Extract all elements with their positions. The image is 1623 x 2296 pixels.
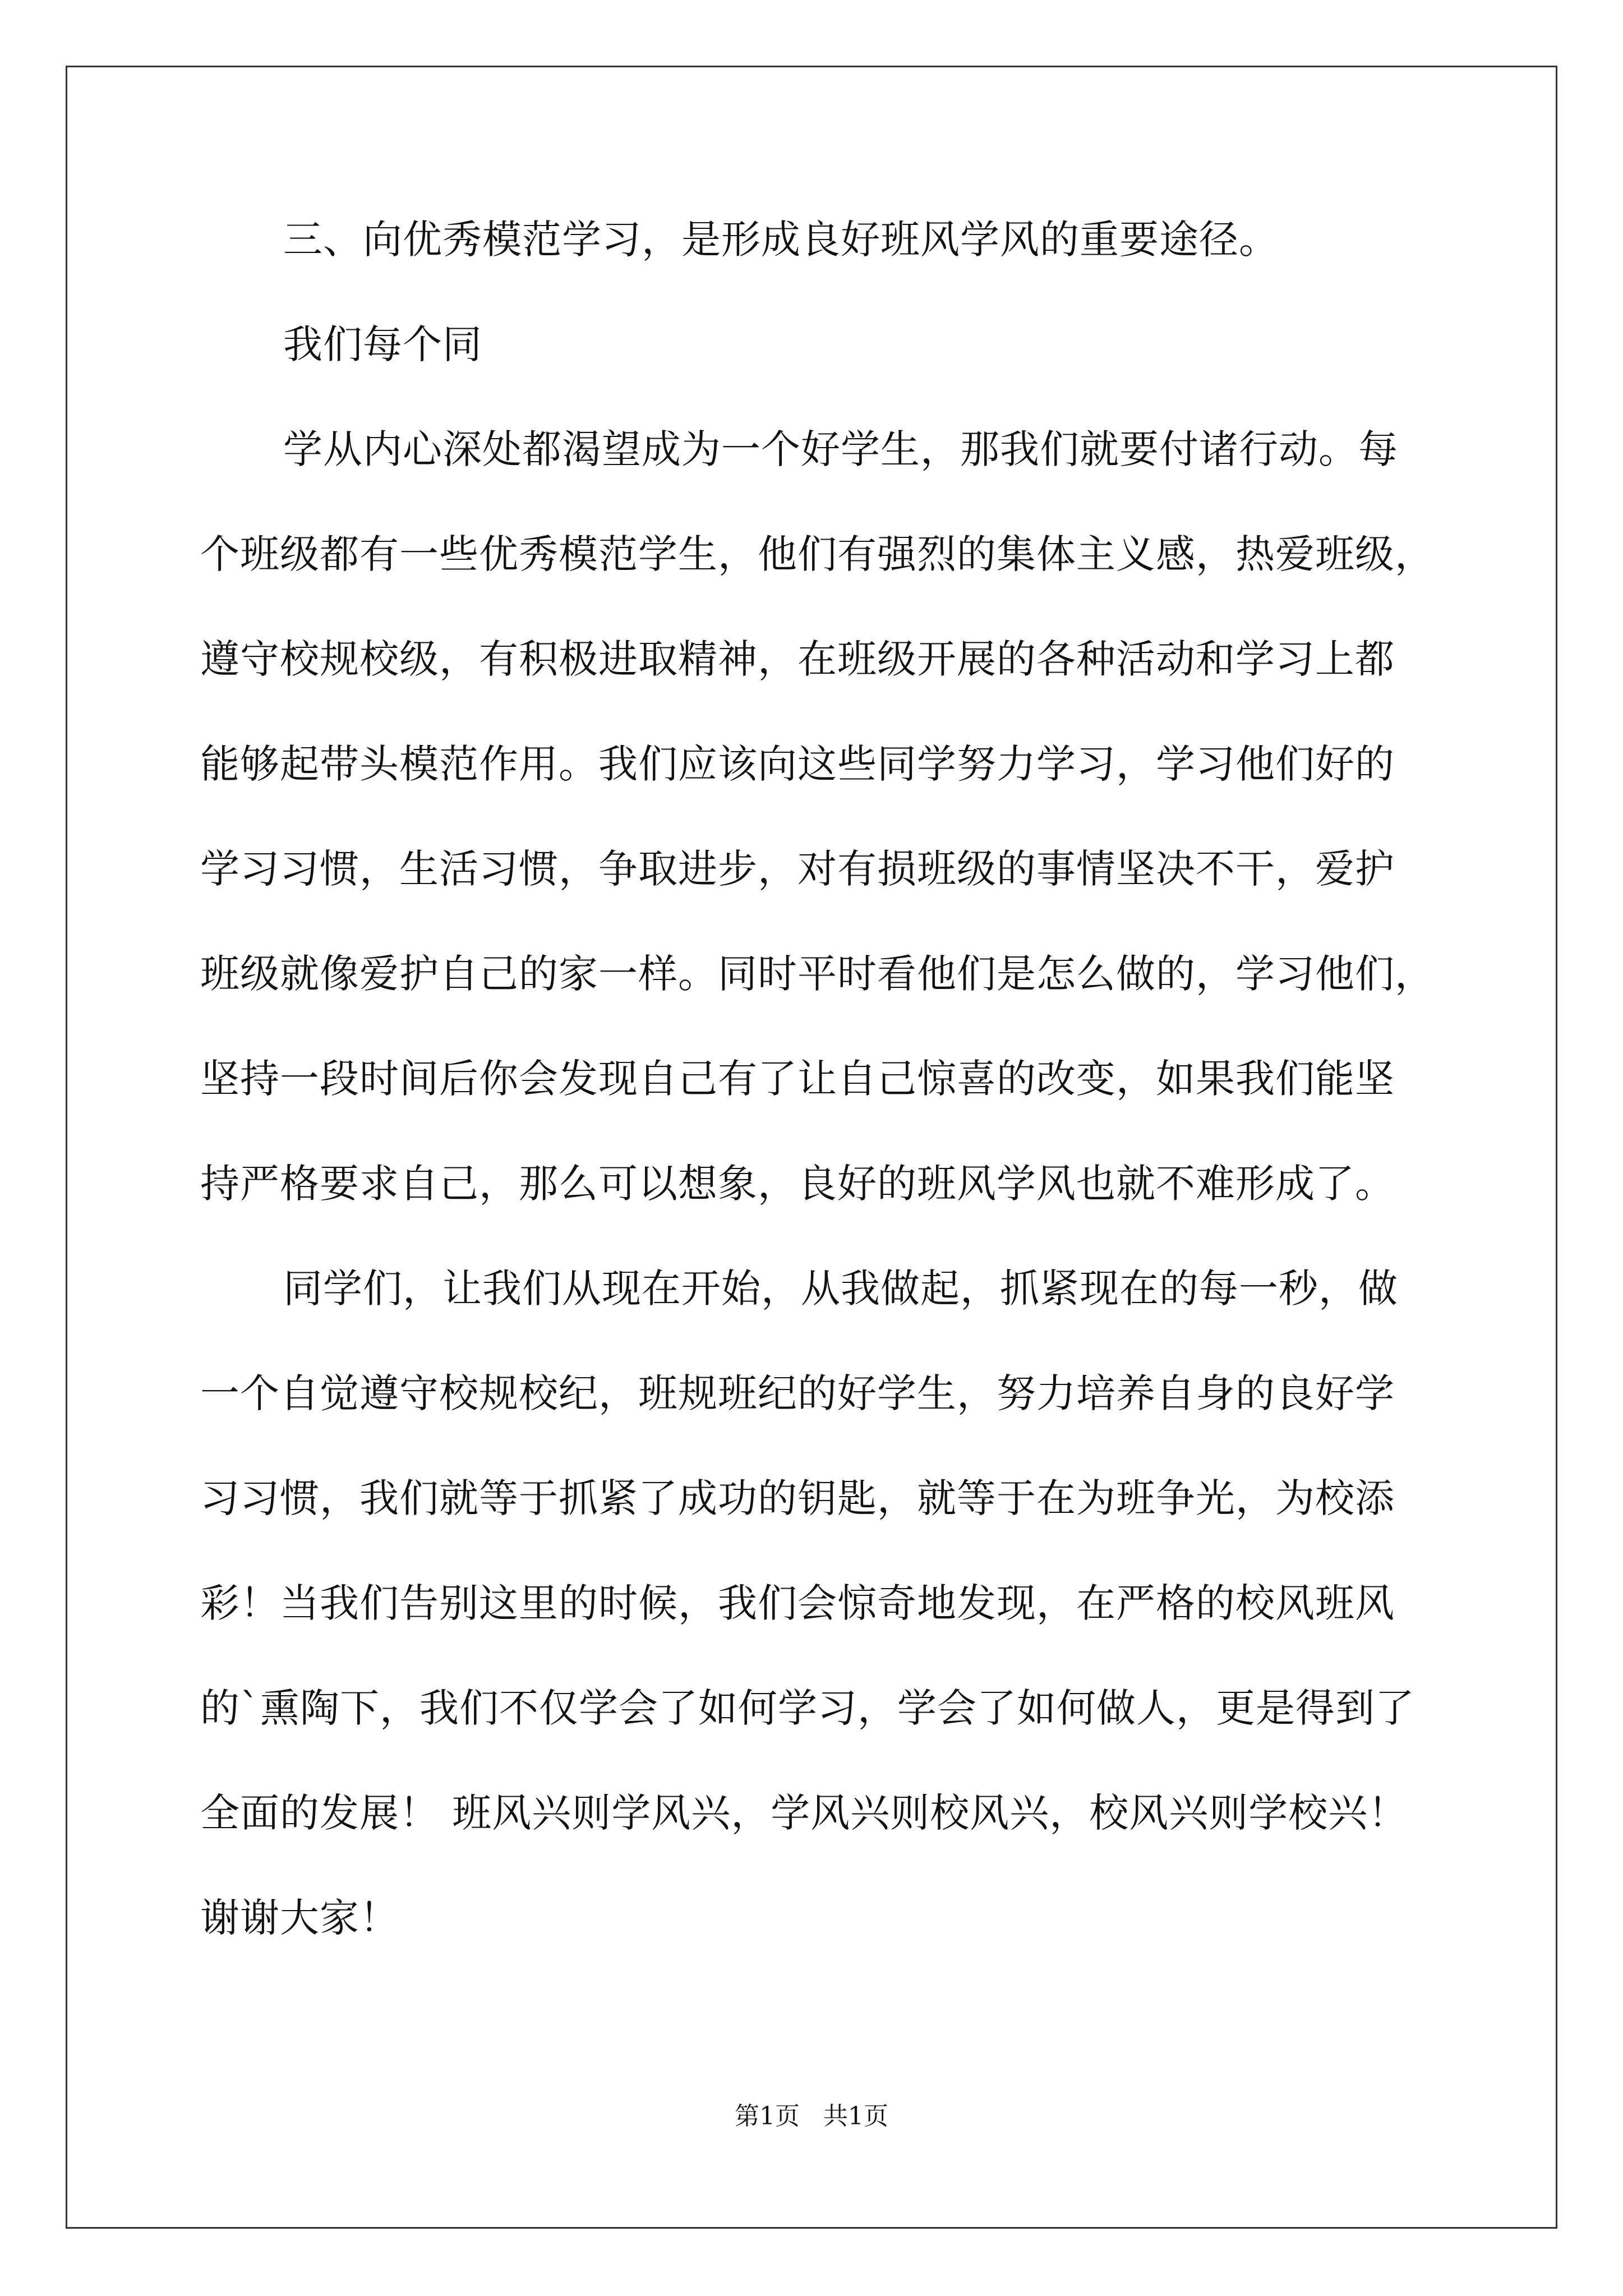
text-line: 三、向优秀模范学习，是形成良好班风学风的重要途径。	[283, 217, 1279, 263]
text-line: 学从内心深处都渴望成为一个好学生，那我们就要付诸行动。每	[283, 426, 1398, 472]
text-line: 能够起带头模范作用。我们应该向这些同学努力学习，学习他们好的	[200, 741, 1395, 787]
text-line: 个班级都有一些优秀模范学生，他们有强烈的集体主义感，热爱班级，	[200, 531, 1435, 577]
text-line: 我们每个同	[283, 321, 482, 367]
text-line: 班级就像爱护自己的家一样。同时平时看他们是怎么做的，学习他们，	[200, 951, 1435, 997]
text-line: 学习习惯，生活习惯，争取进步，对有损班级的事情坚决不干，爱护	[200, 846, 1395, 892]
text-line: 坚持一段时间后你会发现自己有了让自己惊喜的改变，如果我们能坚	[200, 1056, 1395, 1102]
page-footer: 第1页 共1页	[735, 2102, 888, 2131]
text-line: 彩！当我们告别这里的时候，我们会惊奇地发现，在严格的校风班风	[200, 1580, 1395, 1626]
text-line: 持严格要求自己，那么可以想象，良好的班风学风也就不难形成了。	[200, 1161, 1395, 1207]
text-line: 习习惯，我们就等于抓紧了成功的钥匙，就等于在为班争光，为校添	[200, 1475, 1395, 1521]
text-line: 同学们，让我们从现在开始，从我做起，抓紧现在的每一秒，做	[283, 1266, 1398, 1312]
text-line: 的`熏陶下，我们不仅学会了如何学习，学会了如何做人，更是得到了	[200, 1685, 1415, 1731]
text-line: 谢谢大家！	[200, 1895, 399, 1941]
text-line: 全面的发展！ 班风兴则学风兴，学风兴则校风兴，校风兴则学校兴！	[200, 1790, 1408, 1836]
text-line: 遵守校规校级，有积极进取精神，在班级开展的各种活动和学习上都	[200, 636, 1395, 682]
text-line: 一个自觉遵守校规校纪，班规班纪的好学生，努力培养自身的良好学	[200, 1370, 1395, 1416]
